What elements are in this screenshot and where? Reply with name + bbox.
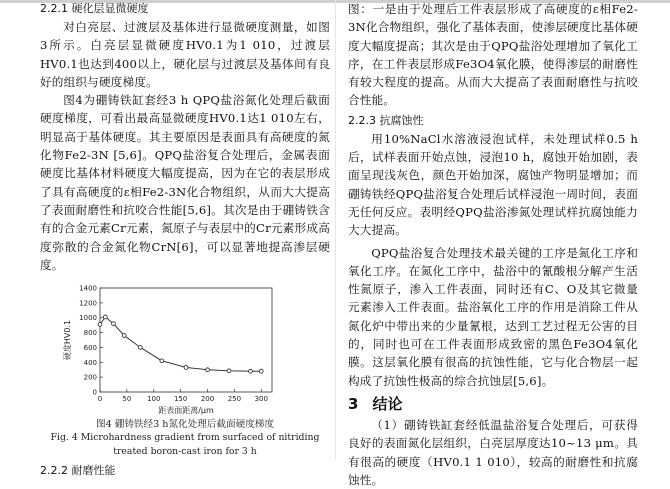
heading-2-2-1: 2.2.1 硬化层显微硬度: [40, 2, 149, 15]
x-tick-label: 250: [227, 395, 242, 404]
figure-caption-cn: 图4 硼铸铁经3 h氮化处理后截面硬度梯度: [96, 419, 274, 431]
heading-2-2-2: 2.2.2 耐磨性能: [40, 464, 116, 478]
section-title: 结论: [372, 394, 403, 413]
hardness-gradient-chart: [40, 278, 330, 418]
column-separator: [335, 0, 336, 460]
x-tick-label: 150: [173, 395, 188, 404]
x-tick-label: 0: [97, 395, 103, 404]
y-tick-label: 200: [83, 373, 97, 382]
x-tick-label: 300: [254, 395, 268, 404]
plot-frame: [100, 288, 272, 392]
data-point: [122, 334, 126, 338]
section-number: 3: [348, 394, 359, 413]
section-3-heading: [348, 392, 638, 416]
data-point: [112, 322, 116, 326]
data-point: [206, 368, 210, 372]
heading-2-2-3: 2.2.3 抗腐蚀性: [348, 113, 424, 127]
paragraph-hardness-gradient: 图4为硼铸铁缸套经3 h QPQ盐浴氮化处理后截面硬度梯度，可看出最高显微硬度HV0.1达1 010左右，明显高于基体硬度。其主要原因是表面具有高硬度的氮化物Fe2-3N [5,6]。QPQ盐浴复合处理后，金属表面硬度比基体材料硬度大幅度提高，因为在它的表层形成了具有高硬度的ε相Fe2-3N化合物组织，从而大大提高了表面耐磨性和抗咬合性能[5,6]。其次是由于硼铸铁含有的合金元素Cr元素，氮原子与表层中的Cr元素形成高度弥散的合金氮化物CrN[6]，可以显著地提高渗层硬度。: [40, 93, 330, 272]
y-tick-label: 600: [83, 344, 97, 353]
data-point: [227, 369, 231, 373]
figure-4: [40, 278, 330, 418]
y-tick-label: 400: [83, 358, 97, 367]
paragraph-wear-continuation: 图：一是由于处理后工件表层形成了高硬度的ε相Fe2-3N化合物组织，强化了基体表面，使渗层硬度比基体硬度大幅度提高；其次是由于QPQ盐浴处理增加了氧化工序，在工件表层形成Fe3O4氧化膜，使得渗层的耐磨性有较大程度的提高。从而大大提高了表面耐磨性与抗咬合性能。: [348, 2, 638, 108]
left-column: [40, 0, 330, 480]
x-tick-label: 100: [147, 395, 161, 404]
data-point: [259, 369, 263, 373]
y-tick-label: 0: [92, 388, 97, 397]
y-tick-label: 1200: [79, 299, 97, 308]
figure-caption-en: Fig. 4 Microhardness gradient from surfaced of nitriding treated boron-cast iron for 3 h: [50, 432, 320, 458]
data-point: [249, 369, 253, 373]
x-tick-label: 50: [122, 395, 132, 404]
data-point: [160, 359, 164, 363]
y-tick-label: 800: [83, 329, 97, 338]
x-axis-label: 距表面距离/μm: [158, 406, 214, 416]
paragraph-hardness-measurement: 对白亮层、过渡层及基体进行显微硬度测量，如图3所示。白亮层显微硬度HV0.1为1 010，过渡层HV0.1也达到400以上，硬化层与过渡层及基体间有良好的组织与硬度梯度。: [40, 20, 330, 89]
y-axis-label: 硬度HV0.1: [63, 320, 72, 361]
x-tick-label: 200: [200, 395, 215, 404]
paragraph-qpq-process: QPQ盐浴复合处理技术最关键的工序是氮化工序和氧化工序。在氮化工序中，盐浴中的氰酸根分解产生活性氮原子，渗入工件表面，同时还有C、O及其它微量元素渗入工件表面。盐浴氧化工序的作用是消除工件从氮化炉中带出来的少量氰根，达到工艺过程无公害的目的，同时也可在工件表面形成致密的黑色Fe3O4氧化膜。这层氧化膜有很高的抗蚀性能，它与化合物层一起构成了抗蚀性极高的综合抗蚀层[5,6]。: [348, 245, 638, 388]
data-point: [138, 346, 142, 350]
paragraph-corrosion-test: 用10%NaCl水溶液浸泡试样，未处理试样0.5 h后，试样表面开始点蚀，浸泡10 h，腐蚀开始加剧，表面呈现浅灰色，颜色开始加深，腐蚀产物明显增加；而硼铸铁经QPQ盐浴复合处理后试样浸泡一周时间，表面无任何反应。表明经QPQ盐浴渗氮处理试样抗腐蚀能力大大提高。: [348, 131, 638, 238]
paragraph-conclusion: （1）硼铸铁缸套经低温盐浴复合处理后，可获得良好的表面氮化层组织，白亮层厚度达10~13 μm。具有很高的硬度（HV0.1 1 010），较高的耐磨性和抗腐蚀性。: [348, 417, 638, 487]
data-point: [184, 366, 188, 370]
hardness-line: [100, 317, 261, 371]
data-point: [103, 315, 107, 319]
right-column: [348, 0, 638, 489]
y-tick-label: 1000: [79, 314, 97, 323]
data-point: [98, 323, 102, 327]
y-tick-label: 1400: [79, 284, 97, 293]
